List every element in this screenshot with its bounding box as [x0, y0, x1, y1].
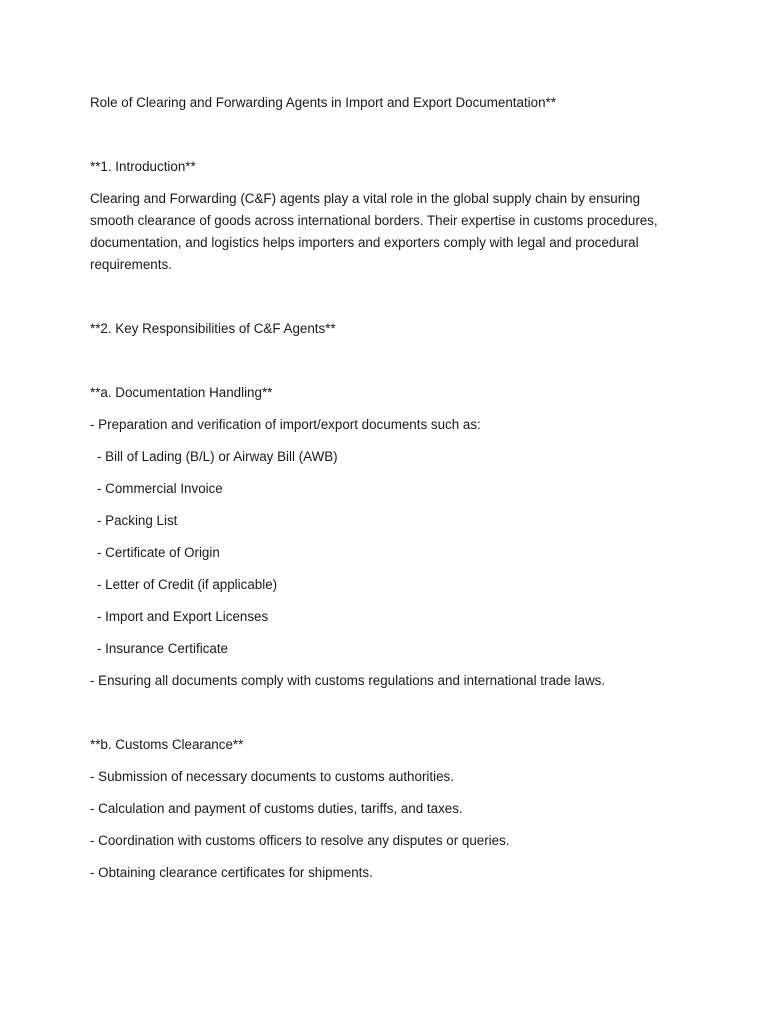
list-item: - Packing List	[97, 513, 178, 528]
documentation-intro: - Preparation and verification of import/export documents such as:	[90, 417, 481, 432]
list-item: - Coordination with customs officers to resolve any disputes or queries.	[90, 833, 510, 848]
list-item: - Obtaining clearance certificates for shipments.	[90, 865, 373, 880]
list-item: - Certificate of Origin	[97, 545, 220, 560]
documentation-closing: - Ensuring all documents comply with customs regulations and international trade laws.	[90, 673, 606, 688]
list-item: - Calculation and payment of customs duties, tariffs, and taxes.	[90, 801, 463, 816]
list-item: - Bill of Lading (B/L) or Airway Bill (AWB)	[97, 449, 338, 464]
list-item: - Import and Export Licenses	[97, 609, 269, 624]
list-item: - Insurance Certificate	[97, 641, 228, 656]
introduction-paragraph: Clearing and Forwarding (C&F) agents play a vital role in the global supply chain by ensuring smooth clearance of goods across international borders. Their expertise in customs procedures, documentation, and logistics helps importers and exporters comply with legal and procedural requirements.	[90, 191, 658, 272]
list-item: - Commercial Invoice	[97, 481, 223, 496]
responsibilities-heading: **2. Key Responsibilities of C&F Agents**	[90, 321, 336, 336]
list-item: - Letter of Credit (if applicable)	[97, 577, 278, 592]
introduction-heading: **1. Introduction**	[90, 159, 196, 174]
customs-heading: **b. Customs Clearance**	[90, 737, 244, 752]
documentation-heading: **a. Documentation Handling**	[90, 385, 273, 400]
list-item: - Submission of necessary documents to customs authorities.	[90, 769, 454, 784]
document-title: Role of Clearing and Forwarding Agents in Import and Export Documentation**	[90, 95, 556, 110]
